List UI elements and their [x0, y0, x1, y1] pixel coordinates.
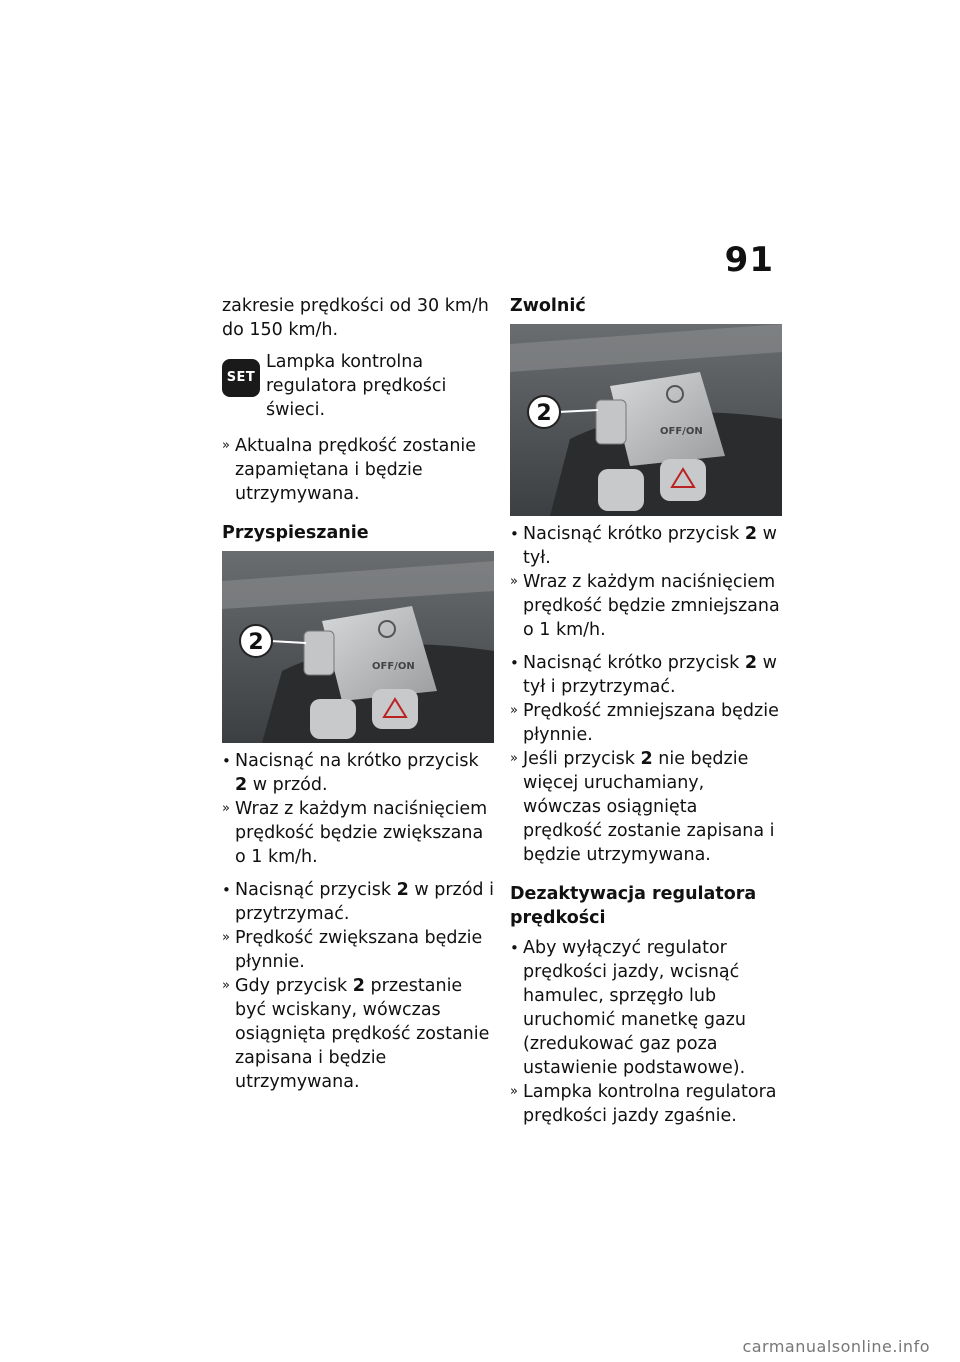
result-arrow-icon: »: [510, 574, 518, 589]
step-item: • Nacisnąć na krótko przycisk 2 w przód.: [222, 751, 479, 795]
result-arrow-icon: »: [510, 703, 518, 718]
intro-text: zakresie prędkości od 30 km/h do 150 km/h.: [222, 296, 489, 340]
left-column: [222, 294, 494, 1094]
handlebar-switch-photo-slow: [510, 324, 782, 516]
result-item: » Jeśli przycisk 2 nie będzie więcej uruchamiany, wówczas osiągnięta prędkość zostanie zapisana i będzie utrzymywana.: [510, 749, 775, 865]
section-heading-slow: Zwolnić: [510, 296, 586, 316]
step-item: • Aby wyłączyć regulator prędkości jazdy, wcisnąć hamulec, sprzęgło lub uruchomić manetkę gazu (zredukować gaz poza ustawienie podstawowe).: [510, 938, 746, 1078]
bullet-icon: •: [510, 525, 519, 543]
section-heading-accelerate: Przyspieszanie: [222, 523, 369, 543]
result-item: » Aktualna prędkość zostanie zapamiętana i będzie utrzymywana.: [222, 436, 477, 504]
callout-number: 2: [248, 630, 264, 655]
result-item: » Wraz z każdym naciśnięciem prędkość będzie zwiększana o 1 km/h.: [222, 799, 488, 867]
result-item: » Wraz z każdym naciśnięciem prędkość będzie zmniejszana o 1 km/h.: [510, 572, 780, 640]
step-item: • Nacisnąć krótko przycisk 2 w tył i przytrzymać.: [510, 653, 777, 697]
right-column: [510, 294, 782, 1128]
result-item: » Lampka kontrolna regulatora prędkości jazdy zgaśnie.: [510, 1082, 777, 1126]
step-item: • Nacisnąć przycisk 2 w przód i przytrzymać.: [222, 880, 494, 924]
set-indicator-note: [222, 350, 494, 422]
bullet-icon: •: [510, 654, 519, 672]
page-number: 91: [724, 240, 774, 280]
photo-button-label: OFF/ON: [660, 426, 703, 437]
result-arrow-icon: »: [222, 438, 230, 453]
handlebar-switch-photo-accelerate: [222, 551, 494, 743]
set-indicator-icon: SET: [222, 359, 260, 397]
bullet-icon: •: [222, 881, 231, 899]
result-arrow-icon: »: [222, 978, 230, 993]
result-arrow-icon: »: [222, 801, 230, 816]
watermark-text: carmanualsonline.info: [742, 1337, 930, 1356]
callout-number: 2: [536, 401, 552, 426]
result-item: » Prędkość zmniejszana będzie płynnie.: [510, 701, 779, 745]
result-item: » Gdy przycisk 2 przestanie być wciskany, wówczas osiągnięta prędkość zostanie zapisana i będzie utrzymywana.: [222, 976, 490, 1092]
step-item: • Nacisnąć krótko przycisk 2 w tył.: [510, 524, 777, 568]
section-heading-deactivate: Dezaktywacja regulatora prędkości: [510, 884, 757, 928]
photo-button-label: OFF/ON: [372, 661, 415, 672]
bullet-icon: •: [222, 752, 231, 770]
set-indicator-text: Lampka kontrolna regulatora prędkości świeci.: [266, 352, 447, 420]
result-arrow-icon: »: [510, 1084, 518, 1099]
result-arrow-icon: »: [510, 751, 518, 766]
result-arrow-icon: »: [222, 930, 230, 945]
result-item: » Prędkość zwiększana będzie płynnie.: [222, 928, 483, 972]
bullet-icon: •: [510, 939, 519, 957]
